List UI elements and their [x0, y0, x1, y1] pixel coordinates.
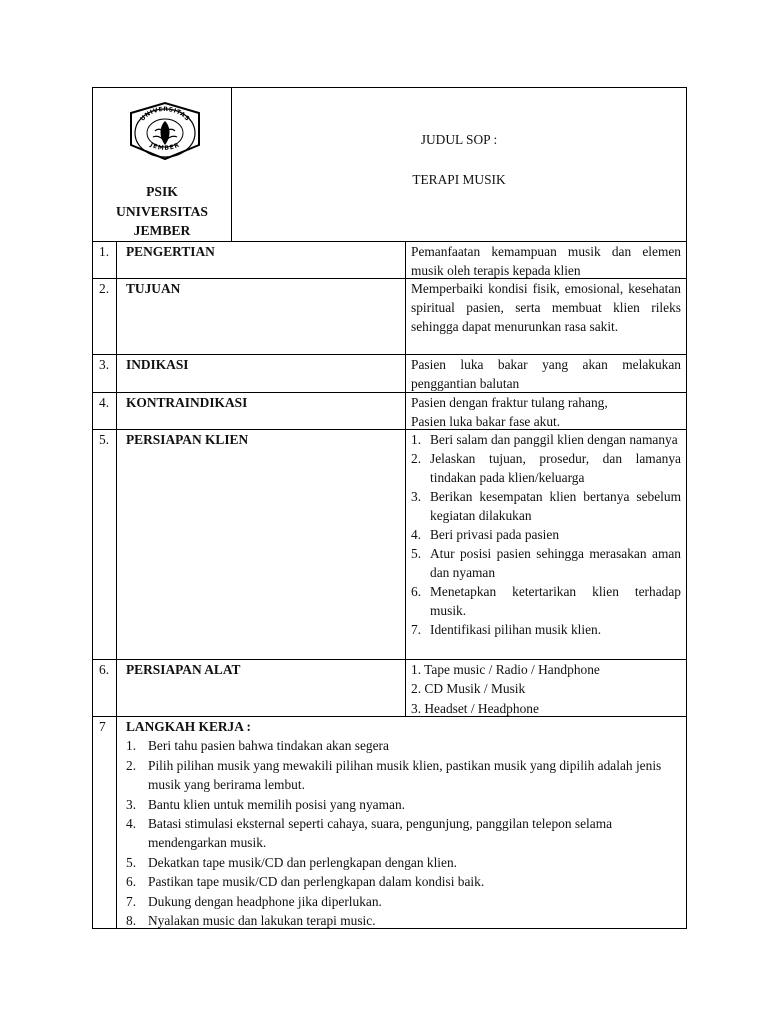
institution-line: UNIVERSITAS: [116, 203, 208, 219]
institution-line: PSIK: [146, 184, 178, 199]
row-tujuan: [93, 279, 686, 355]
list-item: 4. Beri privasi pada pasien: [411, 527, 560, 542]
institution-name: [93, 182, 231, 241]
step-item: 7. Dukung dengan headphone jika diperlukan.: [126, 893, 382, 909]
row-label: TUJUAN: [117, 279, 406, 354]
sop-table: [92, 87, 687, 929]
svg-text:JEMBER: JEMBER: [148, 141, 182, 152]
steps-title: LANGKAH KERJA :: [126, 719, 251, 734]
step-item: 2. Pilih pilihan musik yang mewakili pilihan musik klien, pastikan musik yang dipilih adalah jenis musik yang berirama lembut.: [126, 757, 662, 793]
row-label: INDIKASI: [117, 355, 406, 392]
sop-title-label: JUDUL SOP :: [420, 132, 498, 147]
list-item: 2. Jelaskan tujuan, prosedur, dan lamanya tindakan pada klien/keluarga: [411, 451, 681, 485]
row-kontraindikasi: [93, 393, 686, 430]
list-item: 1. Beri salam dan panggil klien dengan namanya: [411, 432, 678, 447]
step-item: 1. Beri tahu pasien bahwa tindakan akan segera: [126, 738, 389, 754]
list-item: 7. Identifikasi pilihan musik klien.: [411, 622, 602, 637]
row-label: PENGERTIAN: [117, 242, 406, 278]
row-number: 1.: [93, 242, 117, 278]
step-item: 8. Nyalakan music dan lakukan terapi music.: [126, 913, 376, 929]
institution-cell: [93, 88, 232, 241]
steps-cell: [117, 717, 686, 928]
list-item: 6. Menetapkan ketertarikan klien terhadap musik.: [411, 584, 681, 618]
row-indikasi: [93, 355, 686, 393]
svg-text:UNIVERSITAS: UNIVERSITAS: [139, 105, 191, 123]
step-item: 5. Dekatkan tape musik/CD dan perlengkapan dengan klien.: [126, 854, 458, 870]
step-item: 3. Bantu klien untuk memilih posisi yang nyaman.: [126, 796, 405, 812]
row-number: 6.: [93, 660, 117, 716]
step-item: 4. Batasi stimulasi eksternal seperti cahaya, suara, pengunjung, panggilan telepon selama mendengarkan musik.: [126, 816, 613, 851]
sop-header: [93, 88, 686, 242]
row-number: 5.: [93, 430, 117, 659]
row-pengertian: [93, 242, 686, 279]
step-item: 6. Pastikan tape musik/CD dan perlengkapan dalam kondisi baik.: [126, 874, 485, 890]
list-item: 3. Berikan kesempatan klien bertanya sebelum kegiatan dilakukan: [411, 489, 681, 523]
value-line: Pasien luka bakar fase akut.: [411, 414, 561, 429]
row-label: KONTRAINDIKASI: [117, 393, 406, 429]
row-value: [406, 430, 686, 659]
row-value: Pemanfaatan kemampuan musik dan elemen musik oleh terapis kepada klien: [411, 244, 681, 278]
row-value: [406, 660, 686, 716]
row-value: [406, 393, 686, 429]
tool-item: 2. CD Musik / Musik: [411, 681, 526, 697]
tool-item: 1. Tape music / Radio / Handphone: [411, 662, 600, 677]
row-number: 7: [93, 717, 117, 928]
row-langkah-kerja: [93, 717, 686, 928]
row-persiapan-klien: [93, 430, 686, 660]
row-persiapan-alat: [93, 660, 686, 717]
row-label: PERSIAPAN KLIEN: [117, 430, 406, 659]
tool-item: 3. Headset / Headphone: [411, 700, 539, 716]
list-item: 5. Atur posisi pasien sehingga merasakan aman dan nyaman: [411, 546, 681, 580]
row-label: PERSIAPAN ALAT: [117, 660, 406, 716]
row-number: 3.: [93, 355, 117, 392]
sop-title-value: TERAPI MUSIK: [412, 172, 506, 187]
sop-title-cell: [232, 88, 686, 241]
row-value: Memperbaiki kondisi fisik, emosional, kesehatan spiritual pasien, serta membuat klien rileks sehingga dapat menurunkan rasa sakit.: [411, 281, 681, 334]
university-logo: [123, 101, 207, 161]
row-number: 4.: [93, 393, 117, 429]
row-value: Pasien luka bakar yang akan melakukan penggantian balutan: [411, 357, 681, 391]
row-number: 2.: [93, 279, 117, 354]
institution-line: JEMBER: [133, 223, 191, 238]
value-line: Pasien dengan fraktur tulang rahang,: [411, 395, 608, 410]
